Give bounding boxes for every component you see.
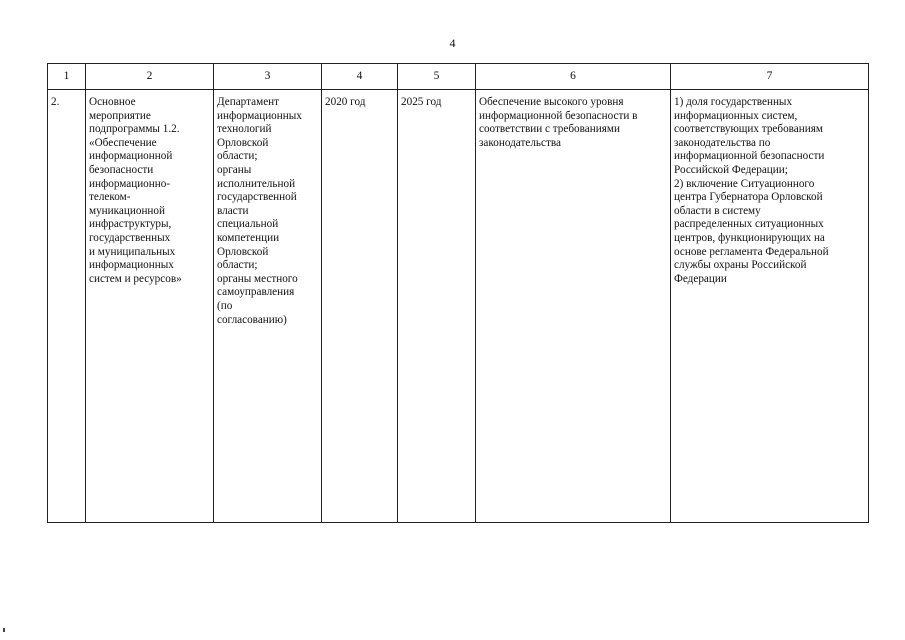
responsible-executors-cell — [214, 90, 322, 523]
column-header-1: 1 — [48, 64, 86, 90]
table-header-row — [48, 64, 869, 90]
start-year-cell — [322, 90, 398, 523]
column-header-7: 7 — [671, 64, 869, 90]
activity-name-cell — [86, 90, 214, 523]
responsible-executors: Департамент информационных технологий Орловской области; органы исполнительной государственной власти специальной компетенции Орловской области; органы местного самоуправления (по согласованию) — [217, 96, 302, 326]
expected-result-cell — [476, 90, 671, 523]
column-header-5: 5 — [398, 64, 476, 90]
start-year: 2020 год — [325, 96, 366, 108]
row-number-cell — [48, 90, 86, 523]
column-header-3: 3 — [214, 64, 322, 90]
column-header-6: 6 — [476, 64, 671, 90]
page-number: 4 — [449, 36, 456, 50]
row-number: 2. — [51, 96, 60, 108]
indicators: 1) доля государственных информационных систем, соответствующих требованиям законодательства по информационной безопасности Российской Федерации; 2) включение Ситуационного центра Губернатора Орловской области в систему распределенных ситуационных центров, функционирующих на основе регламента Федеральной службы охраны Российской Федерации — [674, 96, 829, 285]
activity-name: Основное мероприятие подпрограммы 1.2. «Обеспечение информационной безопасности информационно- телеком- муникационной инфраструктуры, государственных и муниципальных информационных систем и ресурсов» — [89, 96, 182, 285]
table-row — [48, 90, 869, 523]
column-header-4: 4 — [322, 64, 398, 90]
expected-result: Обеспечение высокого уровня информационной безопасности в соответствии с требованиями законодательства — [479, 96, 638, 149]
end-year: 2025 год — [401, 96, 442, 108]
activities-table — [47, 63, 869, 523]
column-header-2: 2 — [86, 64, 214, 90]
end-year-cell — [398, 90, 476, 523]
scan-artifact-mark — [3, 628, 5, 632]
indicators-cell — [671, 90, 869, 523]
